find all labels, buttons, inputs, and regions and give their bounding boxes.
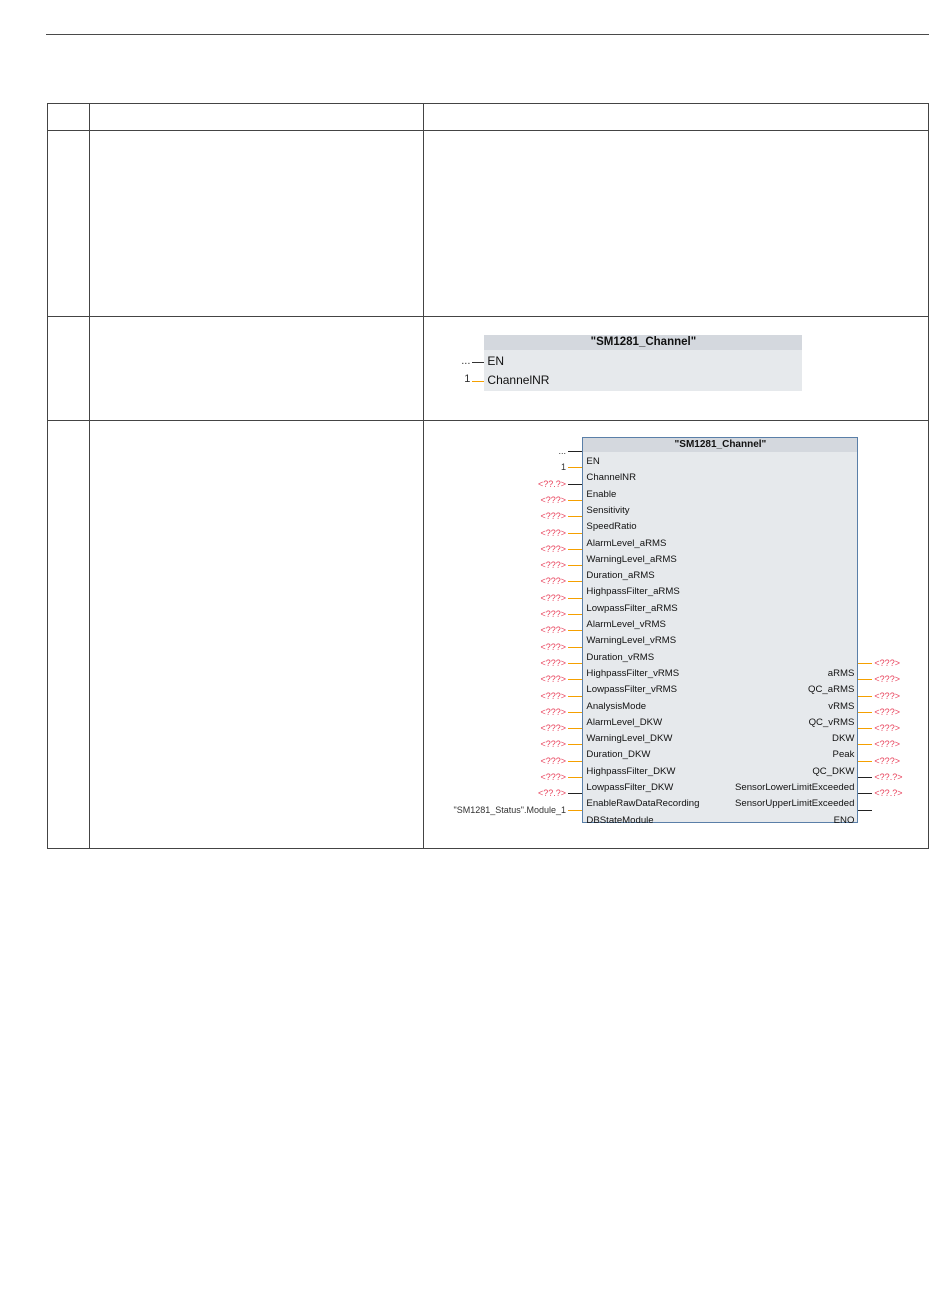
input-wire-alarmlevel-vrms: [568, 614, 582, 615]
output-value-qc-dkw[interactable]: <???>: [874, 756, 900, 766]
input-pin-warninglevel-vrms[interactable]: WarningLevel_vRMS: [586, 635, 677, 646]
input-value-lowpassfilter-arms[interactable]: <???>: [540, 593, 566, 603]
pin-channelnr-label[interactable]: ChannelNR: [487, 373, 550, 387]
input-wire-lowpassfilter-arms: [568, 598, 582, 599]
input-value-warninglevel-arms[interactable]: <???>: [540, 544, 566, 554]
input-wire-analysismode: [568, 696, 582, 697]
input-value-warninglevel-dkw[interactable]: <???>: [540, 723, 566, 733]
input-pin-highpassfilter-dkw[interactable]: HighpassFilter_DKW: [586, 766, 676, 777]
table-row: [48, 317, 929, 421]
output-wire-eno: [858, 810, 872, 811]
input-value-duration-vrms[interactable]: <???>: [540, 642, 566, 652]
input-pin-alarmlevel-dkw[interactable]: AlarmLevel_DKW: [586, 717, 663, 728]
output-value-sensorlowerlimitexceeded[interactable]: <??.?>: [874, 772, 903, 782]
output-value-dkw[interactable]: <???>: [874, 723, 900, 733]
input-wire-sensitivity: [568, 500, 582, 501]
input-value-enablerawdatarecording[interactable]: <??.?>: [537, 788, 566, 798]
action-cell: [90, 317, 424, 421]
output-pin-sensorlowerlimitexceeded[interactable]: SensorLowerLimitExceeded: [734, 782, 855, 793]
input-wire-channelnr: [568, 467, 582, 468]
input-pin-enable[interactable]: Enable: [586, 489, 617, 500]
function-block-large[interactable]: [582, 437, 858, 826]
pin-en-label[interactable]: EN: [487, 354, 505, 368]
input-value-duration-dkw[interactable]: <???>: [540, 739, 566, 749]
output-value-vrms[interactable]: <???>: [874, 691, 900, 701]
input-value-highpassfilter-arms[interactable]: <???>: [540, 576, 566, 586]
remark-cell: [424, 421, 929, 849]
input-value-alarmlevel-arms[interactable]: <???>: [540, 528, 566, 538]
input-pin-analysismode[interactable]: AnalysisMode: [586, 701, 647, 712]
input-pin-dbstatemodule[interactable]: DBStateModule: [586, 815, 654, 826]
remark-cell: [424, 131, 929, 317]
header-cell-action: [90, 104, 424, 131]
input-pin-lowpassfilter-arms[interactable]: LowpassFilter_aRMS: [586, 603, 678, 614]
header-cell-remark: [424, 104, 929, 131]
input-value-dbstatemodule[interactable]: "SM1281_Status".Module_1: [453, 805, 566, 815]
input-wire-warninglevel-dkw: [568, 728, 582, 729]
output-value-peak[interactable]: <???>: [874, 739, 900, 749]
output-value-qc-vrms[interactable]: <???>: [874, 707, 900, 717]
output-pin-eno[interactable]: ENO: [833, 815, 855, 826]
pin-channelnr-wire: [472, 381, 484, 382]
output-pin-qc-arms[interactable]: QC_aRMS: [808, 684, 855, 695]
input-pin-speedratio[interactable]: SpeedRatio: [586, 521, 637, 532]
input-wire-duration-vrms: [568, 647, 582, 648]
input-pin-alarmlevel-arms[interactable]: AlarmLevel_aRMS: [586, 538, 667, 549]
input-wire-highpassfilter-arms: [568, 581, 582, 582]
input-value-alarmlevel-vrms[interactable]: <???>: [540, 609, 566, 619]
action-cell: [90, 131, 424, 317]
table-row: [48, 131, 929, 317]
input-value-duration-arms[interactable]: <???>: [540, 560, 566, 570]
input-wire-enable: [568, 484, 582, 485]
block-title: "SM1281_Channel": [484, 335, 802, 350]
input-wire-duration-arms: [568, 565, 582, 566]
input-value-highpassfilter-dkw[interactable]: <???>: [540, 756, 566, 766]
input-pin-alarmlevel-vrms[interactable]: AlarmLevel_vRMS: [586, 619, 666, 630]
input-value-enable[interactable]: <??.?>: [537, 479, 566, 489]
input-pin-duration-dkw[interactable]: Duration_DKW: [586, 749, 651, 760]
header-rule: [46, 34, 929, 35]
output-wire-dkw: [858, 728, 872, 729]
input-pin-highpassfilter-arms[interactable]: HighpassFilter_aRMS: [586, 586, 680, 597]
function-block-small[interactable]: [461, 335, 802, 391]
input-value-en[interactable]: ...: [558, 446, 566, 456]
input-wire-warninglevel-arms: [568, 549, 582, 550]
input-pin-duration-arms[interactable]: Duration_aRMS: [586, 570, 655, 581]
output-value-arms[interactable]: <???>: [874, 658, 900, 668]
output-pin-sensorupperlimitexceeded[interactable]: SensorUpperLimitExceeded: [734, 798, 855, 809]
output-wire-vrms: [858, 696, 872, 697]
output-wire-qc-arms: [858, 679, 872, 680]
remark-cell: [424, 317, 929, 421]
input-wire-warninglevel-vrms: [568, 630, 582, 631]
input-wire-lowpassfilter-dkw: [568, 777, 582, 778]
output-pin-qc-vrms[interactable]: QC_vRMS: [808, 717, 855, 728]
output-pin-vrms[interactable]: vRMS: [828, 701, 855, 712]
step-cell: [48, 131, 90, 317]
input-wire-highpassfilter-dkw: [568, 761, 582, 762]
step-cell: [48, 317, 90, 421]
output-value-qc-arms[interactable]: <???>: [874, 674, 900, 684]
output-pin-arms[interactable]: aRMS: [827, 668, 855, 679]
input-pin-sensitivity[interactable]: Sensitivity: [586, 505, 630, 516]
table-row: [48, 421, 929, 849]
block-title: "SM1281_Channel": [583, 438, 857, 452]
pin-en-value[interactable]: ...: [461, 355, 471, 367]
pin-en-wire: [472, 362, 484, 363]
input-wire-en: [568, 451, 582, 452]
input-wire-dbstatemodule: [568, 810, 582, 811]
output-wire-arms: [858, 663, 872, 664]
input-value-sensitivity[interactable]: <???>: [540, 495, 566, 505]
input-wire-alarmlevel-dkw: [568, 712, 582, 713]
input-wire-alarmlevel-arms: [568, 533, 582, 534]
output-wire-qc-vrms: [858, 712, 872, 713]
input-pin-warninglevel-dkw[interactable]: WarningLevel_DKW: [586, 733, 673, 744]
output-pin-dkw[interactable]: DKW: [832, 733, 855, 744]
input-value-channelnr[interactable]: 1: [560, 462, 566, 472]
output-pin-qc-dkw[interactable]: QC_DKW: [812, 766, 855, 777]
table-header-row: [48, 104, 929, 131]
input-pin-highpassfilter-vrms[interactable]: HighpassFilter_vRMS: [586, 668, 680, 679]
input-wire-duration-dkw: [568, 744, 582, 745]
input-wire-highpassfilter-vrms: [568, 663, 582, 664]
output-wire-sensorupperlimitexceeded: [858, 793, 872, 794]
input-value-alarmlevel-dkw[interactable]: <???>: [540, 707, 566, 717]
input-value-speedratio[interactable]: <???>: [540, 511, 566, 521]
input-value-lowpassfilter-dkw[interactable]: <???>: [540, 772, 566, 782]
input-value-analysismode[interactable]: <???>: [540, 691, 566, 701]
input-value-warninglevel-vrms[interactable]: <???>: [540, 625, 566, 635]
input-pin-duration-vrms[interactable]: Duration_vRMS: [586, 652, 655, 663]
header-cell-step: [48, 104, 90, 131]
input-value-lowpassfilter-vrms[interactable]: <???>: [540, 674, 566, 684]
input-pin-channelnr[interactable]: ChannelNR: [586, 472, 637, 483]
input-pin-en[interactable]: EN: [586, 456, 600, 467]
output-wire-peak: [858, 744, 872, 745]
output-value-sensorupperlimitexceeded[interactable]: <??.?>: [874, 788, 903, 798]
input-pin-lowpassfilter-dkw[interactable]: LowpassFilter_DKW: [586, 782, 674, 793]
input-value-highpassfilter-vrms[interactable]: <???>: [540, 658, 566, 668]
input-wire-speedratio: [568, 516, 582, 517]
output-wire-sensorlowerlimitexceeded: [858, 777, 872, 778]
step-cell: [48, 421, 90, 849]
step-table: [47, 103, 929, 849]
output-wire-qc-dkw: [858, 761, 872, 762]
pin-channelnr-value[interactable]: 1: [464, 373, 471, 385]
input-wire-lowpassfilter-vrms: [568, 679, 582, 680]
output-pin-peak[interactable]: Peak: [832, 749, 855, 760]
input-pin-lowpassfilter-vrms[interactable]: LowpassFilter_vRMS: [586, 684, 678, 695]
input-wire-enablerawdatarecording: [568, 793, 582, 794]
input-pin-enablerawdatarecording[interactable]: EnableRawDataRecording: [586, 798, 700, 809]
action-cell: [90, 421, 424, 849]
input-pin-warninglevel-arms[interactable]: WarningLevel_aRMS: [586, 554, 677, 565]
